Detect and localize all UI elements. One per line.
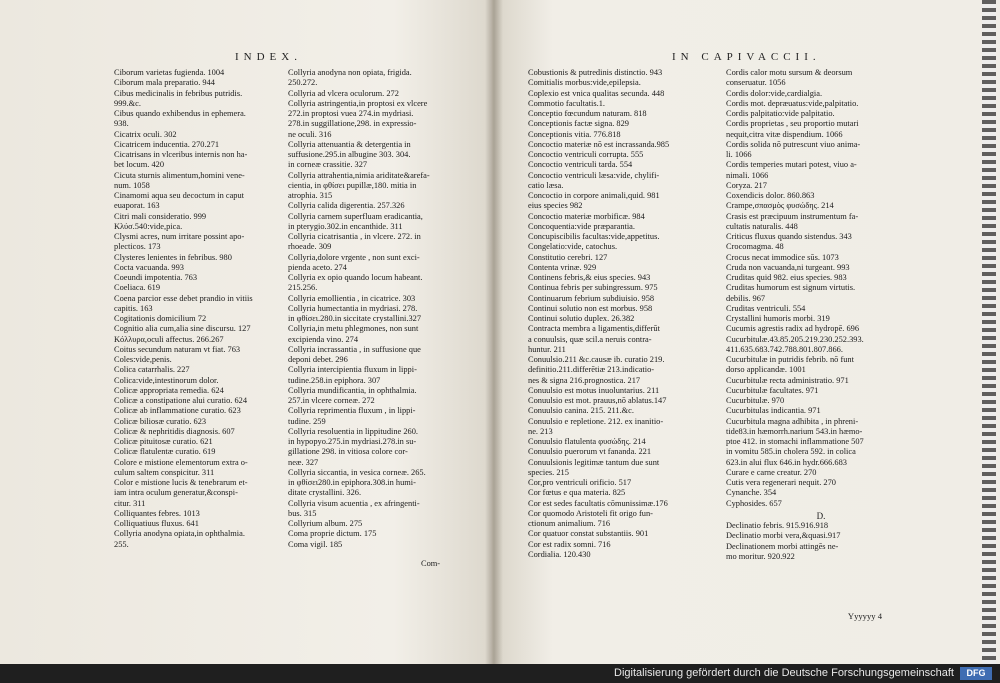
index-entry: Constitutio cerebri. 127	[528, 252, 608, 262]
signature-mark: Yyyyyy 4	[847, 611, 882, 621]
index-entry: excipienda vino. 274	[288, 334, 359, 344]
index-entry: gillatione 298. in vitiosa colore cor-	[288, 447, 408, 457]
index-entry: Cruditas ventriculi. 554	[726, 303, 806, 313]
index-entry: deponi debet. 296	[288, 355, 348, 364]
index-entry: Concoctio ventriculi corrupta. 555	[528, 150, 644, 159]
index-entry: Cucumis agrestis radix ad hydropē. 696	[726, 324, 860, 334]
index-entry: neæ. 327	[288, 457, 319, 467]
index-entry: ne. 213	[528, 426, 553, 436]
index-entry: Concoquentia:vide præparantia.	[528, 221, 635, 231]
index-entry: in corneæ crassitie. 327	[288, 160, 368, 170]
index-entry: Cordis proprietas , seu proportio mutari	[726, 119, 859, 129]
catchword: Com-	[421, 559, 441, 568]
index-entry: Colliquantes febres. 1013	[114, 508, 200, 518]
index-entry: ptoe 412. in stomachi inflammatione 507	[726, 437, 864, 446]
index-entry: Collyria carnem superfluam eradicantia,	[288, 211, 423, 221]
index-entry: Cordis temperies mutari potest, viuo a-	[726, 160, 857, 170]
index-entry: Colore e mistione elementorum extra o-	[114, 457, 248, 467]
index-entry: Collyria incrassantia , in suffusione que	[288, 344, 421, 354]
gutter-shadow	[485, 0, 503, 664]
index-entry: Coeliaca. 619	[114, 283, 161, 293]
index-entry: rhoeade. 309	[288, 242, 332, 252]
index-entry: Concupiscibilis facultas:vide,appetitus.	[528, 232, 660, 241]
index-entry: Cicatrisans in vlceribus internis non ha-	[114, 150, 248, 159]
index-entry: Coryza. 217	[726, 180, 767, 190]
index-entry: a conuulsis, quæ scil.a neruis contra-	[528, 334, 652, 344]
index-entry: Collyrium album. 275	[288, 519, 363, 528]
index-entry: Coeundi impotentia. 763	[114, 273, 198, 282]
index-entry: Cobustionis & putredinis distinctio. 943	[528, 68, 663, 77]
index-entry: in φθίσει.280.in siccitate crystallini.327	[288, 314, 422, 323]
index-entry: Collyria astringentia,in proptosi ex vlcere	[288, 98, 428, 108]
index-entry: Cynanche. 354	[726, 488, 777, 498]
index-entry: citur. 311	[114, 498, 146, 508]
index-entry: in vomitu 585.in cholera 592. in colica	[726, 447, 856, 457]
index-entry: huntur. 211	[528, 344, 566, 354]
index-entry: Conuulsio.211 &c.causæ ib. curatio 219.	[528, 355, 665, 364]
index-entry: dorso applicandæ. 1001	[726, 365, 806, 375]
index-entry: species. 215	[528, 467, 569, 477]
index-entry: Cruditas quid 982. eius species. 983	[726, 273, 847, 282]
index-entry: Coitus secundum naturam vt fiat. 763	[114, 344, 241, 354]
index-entry: Colicæ ab inflammatione curatio. 623	[114, 406, 241, 416]
index-entry: in hypopyo.275.in mydriasi.278.in su-	[288, 437, 417, 446]
index-entry: Collyria cicatrisantia , in vlcere. 272. in	[288, 232, 421, 241]
index-entry: Colicæ pituitosæ curatio. 621	[114, 437, 213, 446]
index-entry: Curare e carne creatur. 270	[726, 467, 817, 477]
index-entry: Colicæ a constipatione alui curatio. 624	[114, 396, 248, 405]
index-entry: atrophia. 315	[288, 191, 333, 200]
index-entry: definitio.211.differētiæ 213.indicatio-	[528, 365, 655, 375]
index-entry: Conceptio fœcundum naturam. 818	[528, 109, 647, 118]
index-entry: Declinatio febris. 915.916.918	[726, 521, 829, 530]
index-entry: ditate crystallini. 326.	[288, 488, 362, 498]
index-entry: Coma proprie dictum. 175	[288, 529, 377, 539]
index-entry: li. 1066	[726, 150, 752, 159]
index-entry: Conuulsio est motus inuoluntarius. 211	[528, 385, 660, 395]
index-entry: Collyria humectantia in mydriasi. 278.	[288, 303, 418, 313]
index-entry: Cor quomodo Aristoteli fit origo fun-	[528, 508, 653, 518]
color-bar-edge	[982, 0, 996, 664]
index-entry: Cor est sedes facultatis cōmunissimæ.176	[528, 498, 668, 508]
index-entry: Collyria ex opio quando locum habeant.	[288, 273, 423, 282]
index-entry: eius species 982	[528, 201, 583, 211]
index-entry: 411.635.683.742.788.801.807.866.	[726, 344, 843, 354]
index-entry: Ciborum mala preparatio. 944	[114, 78, 215, 88]
index-entry: in pterygio.302.in encanthide. 311	[288, 221, 403, 231]
index-entry: Colica:vide,intestinorum dolor.	[114, 375, 219, 385]
index-entry: Coxendicis dolor. 860.863	[726, 191, 815, 200]
index-entry: 272.in proptosi vuea 274.in mydriasi.	[288, 109, 414, 118]
index-entry: Cruditas humorum est signum virtutis.	[726, 283, 856, 293]
index-entry: mo moritur. 920.922	[726, 551, 795, 561]
index-entry: Κόλλυρα,oculi affectus. 266.267	[114, 334, 224, 344]
index-entry: Cordis solida nō putrescunt viuo anima-	[726, 139, 861, 149]
index-entry: tudine. 259	[288, 416, 326, 426]
index-entry: Cucurbitulas indicantia. 971	[726, 406, 821, 416]
section-letter: D.	[816, 510, 826, 521]
index-entry: Collyria attenuantia & detergentia in	[288, 139, 411, 149]
index-entry: Cyphosides. 657	[726, 498, 782, 508]
left-running-head: INDEX.	[235, 51, 302, 63]
index-entry: bus. 315	[288, 508, 317, 518]
index-entry: Collyria,dolore vrgente , non sunt exci-	[288, 252, 420, 262]
index-entry: Concoctio materiæ nō est incrassanda.985	[528, 139, 670, 149]
index-entry: Coplexio est vnica qualitas secunda. 448	[528, 88, 665, 98]
index-entry: Coena parcior esse debet prandio in vitiis	[114, 293, 253, 303]
index-entry: in φθίσει280.in epiphora.308.in humi-	[288, 478, 416, 487]
index-entry: Collyria resoluentia in lippitudine 260.	[288, 426, 419, 436]
index-entry: Colicæ biliosæ curatio. 623	[114, 416, 207, 426]
index-entry: Cruda non vacuanda,ni turgeant. 993	[726, 262, 850, 272]
index-entry: Cucurbitulæ.43.85.205.219.230.252.393.	[726, 334, 864, 344]
index-entry: num. 1058	[114, 180, 150, 190]
index-entry: Collyria reprimentia fluxum , in lippi-	[288, 406, 416, 416]
index-entry: Crocomagma. 48	[726, 242, 784, 252]
index-entry: Conceptionis factæ signa. 829	[528, 119, 629, 129]
index-entry: Cocta vacuanda. 993	[114, 262, 184, 272]
index-entry: Cinamomi aqua seu decoctum in caput	[114, 191, 245, 200]
index-entry: Cicuta sturnis alimentum,homini vene-	[114, 170, 245, 180]
digitization-footer	[0, 664, 1000, 683]
index-entry: Cucurbitula magna adhibita , in phreni-	[726, 416, 859, 426]
index-entry: capitis. 163	[114, 303, 153, 313]
index-entry: Concoctio materiæ morbificæ. 984	[528, 211, 645, 221]
index-entry: Conuulsio est mot. prauus,nō ablatus.147	[528, 396, 667, 405]
index-entry: bet locum. 420	[114, 160, 165, 170]
index-entry: Continuarum febrium subdiuisio. 958	[528, 293, 655, 303]
index-entry: iam intra oculum generatur,&conspi-	[114, 488, 238, 498]
index-entry: Crystallini humoris morbi. 319	[726, 314, 830, 323]
index-entry: Collyria visum acuentia , ex afringenti-	[288, 498, 420, 508]
index-entry: Cicatrix oculi. 302	[114, 129, 177, 139]
index-entry: Crocus necat immodice sūs. 1073	[726, 252, 839, 262]
index-entry: cientia, in φθίσει pupillæ,180. mitia in	[288, 180, 417, 190]
index-entry: pienda aceto. 274	[288, 262, 347, 272]
index-entry: Continua febris per subingressum. 975	[528, 283, 658, 293]
index-entry: Crampe,σπασμὸς φυσώδης. 214	[726, 201, 834, 211]
dfg-logo: DFG	[960, 667, 992, 680]
index-entry: Cordis mot. depræuatus:vide,palpitatio.	[726, 98, 859, 108]
index-entry: Ciborum varietas fugienda. 1004	[114, 68, 225, 77]
index-entry: 999.&c.	[114, 98, 141, 108]
index-entry: Κλύσ.540:vide,pica.	[114, 221, 183, 231]
index-entry: Colicæ appropriata remedia. 624	[114, 385, 224, 395]
index-entry: Cordialia. 120.430	[528, 549, 591, 559]
index-entry: Continens febris,& eius species. 943	[528, 273, 651, 282]
index-entry: Cucurbitulæ recta administratio. 971	[726, 375, 849, 385]
index-entry: Color e mistione lucis & tenebrarum et-	[114, 478, 248, 487]
footer-text: Digitalisierung gefördert durch die Deutsche Forschungsgemeinschaft	[614, 667, 954, 679]
index-entry: debilis. 967	[726, 293, 766, 303]
index-entry: ne oculi. 316	[288, 129, 332, 139]
index-entry: Conuulsio flatulenta φυσώδης. 214	[528, 437, 646, 446]
left-index-column-1	[114, 68, 282, 550]
index-entry: Cor fœtus e qua materia. 825	[528, 488, 626, 498]
index-entry: Collyria anodyna non opiata, frigida.	[288, 68, 412, 77]
index-entry: Cor quatuor constat substantiis. 901	[528, 529, 649, 539]
index-entry: conseruatur. 1056	[726, 78, 786, 88]
right-page	[492, 0, 1000, 664]
index-entry: Continui solutio non est morbus. 958	[528, 303, 653, 313]
index-entry: Clysmi acres, num irritare possint apo-	[114, 232, 245, 241]
index-entry: Concoctio in corpore animali,quid. 981	[528, 191, 660, 200]
index-entry: 257.in vlcere corneæ. 272	[288, 396, 375, 405]
index-entry: Cordis palpitatio:vide palpitatio.	[726, 109, 835, 118]
index-entry: Colica catarrhalis. 227	[114, 365, 190, 375]
index-entry: Cutis vera regenerari nequit. 270	[726, 478, 836, 487]
index-entry: Cibus quando exhibendus in ephemera.	[114, 109, 246, 118]
index-entry: Cicatricem inducentia. 270.271	[114, 139, 220, 149]
index-entry: Conuulsio e repletione. 212. ex inanitio-	[528, 416, 664, 426]
index-entry: Cibus medicinalis in febribus putridis.	[114, 88, 243, 98]
index-entry: Crasis est præcipuum instrumentum fa-	[726, 211, 859, 221]
index-entry: Cor est radix somni. 716	[528, 539, 611, 549]
index-entry: Declinatio morbi vera,&quasi.917	[726, 531, 841, 541]
index-entry: Collyria siccantia, in vesica corneæ. 265.	[288, 467, 426, 477]
index-entry: Cucurbitulæ. 970	[726, 396, 785, 405]
index-entry: Criticus fluxus quando sistendus. 343	[726, 232, 852, 241]
index-entry: Conceptionis vitia. 776.818	[528, 129, 621, 139]
index-entry: Cucurbitulæ in putridis febrib. nō funt	[726, 355, 854, 364]
index-entry: Concoctio ventriculi læsa:vide, chylifi-	[528, 170, 660, 180]
index-entry: Declinationem morbi attingēs ne-	[726, 541, 839, 551]
index-entry: Coma vigil. 185	[288, 539, 343, 549]
index-entry: 250.272.	[288, 78, 318, 88]
index-entry: Contracta membra a ligamentis,differūt	[528, 324, 660, 334]
index-entry: Continui solutio duplex. 26.382	[528, 314, 635, 323]
index-entry: Concoctio ventriculi tarda. 554	[528, 160, 633, 170]
right-index-column-1	[528, 68, 720, 560]
index-entry: Collyria attrahentia,nimia ariditate&arefa-	[288, 170, 430, 180]
index-entry: Collyria anodyna opiata,in ophthalmia.	[114, 529, 245, 539]
left-page	[0, 0, 492, 664]
index-entry: 938.	[114, 119, 129, 129]
index-entry: 215.256.	[288, 283, 318, 293]
index-entry: plecticos. 173	[114, 242, 161, 252]
index-entry: Colliquatiuus fluxus. 641	[114, 519, 199, 528]
right-running-head: IN CAPIVACCII.	[672, 51, 821, 63]
index-entry: Collyria ad vlcera oculorum. 272	[288, 88, 399, 98]
index-entry: Cogitationis domicilium 72	[114, 314, 207, 323]
index-entry: tudine.258.in epiphora. 307	[288, 375, 381, 385]
index-entry: 623.in alui flux 646.in hydr.666.683	[726, 457, 847, 467]
index-entry: Comitialis morbus:vide,epilepsia.	[528, 78, 641, 88]
index-entry: suffusione.295.in albugine 303. 304.	[288, 150, 411, 159]
index-entry: Conuulsio puerorum vt fananda. 221	[528, 447, 652, 457]
left-index-column-2	[288, 68, 448, 550]
index-entry: cultatis naturalis. 448	[726, 221, 798, 231]
index-entry: Conuulsio canina. 215. 211.&c.	[528, 406, 634, 416]
index-entry: Conuulsionis legitimæ tantum due sunt	[528, 457, 660, 467]
index-entry: nequit,citra vitæ dispendium. 1066	[726, 129, 843, 139]
index-entry: Colicæ & nephritidis diagnosis. 607	[114, 426, 235, 436]
index-entry: Clysteres lenientes in febribus. 980	[114, 252, 232, 262]
index-entry: Contenta vrinæ. 929	[528, 262, 597, 272]
index-entry: Coles:vide,penis.	[114, 355, 172, 364]
index-entry: Collyria intercipientia fluxum in lippi-	[288, 365, 417, 375]
index-entry: ctionum animalium. 716	[528, 519, 611, 528]
index-entry: Cucurbitulæ facultates. 971	[726, 385, 819, 395]
index-entry: 278.in suggillatione,298. in expressio-	[288, 119, 417, 129]
right-index-column-2	[726, 68, 916, 562]
index-entry: 255.	[114, 539, 129, 549]
index-entry: Collyria mundificantia, in ophthalmia.	[288, 385, 417, 395]
index-entry: Cordis dolor:vide,cardialgia.	[726, 88, 823, 98]
index-entry: Collyria calida digerentia. 257.326	[288, 201, 405, 211]
index-entry: euaporat. 163	[114, 201, 160, 211]
index-entry: tide83.in hæmorrh.narium 543.in hæmo-	[726, 426, 863, 436]
index-entry: nimali. 1066	[726, 170, 769, 180]
index-entry: culum saltem conspicitur. 311	[114, 467, 215, 477]
index-entry: catio læsa.	[528, 180, 564, 190]
index-entry: Collyria emollientia , in cicatrice. 303	[288, 293, 416, 303]
index-entry: Cordis calor motu sursum & deorsum	[726, 68, 853, 77]
index-entry: Cognitio alia cum,alia sine discursu. 127	[114, 324, 251, 334]
index-entry: Citri mali consideratio. 999	[114, 211, 207, 221]
index-entry: Collyria,in metu phlegmones, non sunt	[288, 324, 419, 334]
index-entry: Cor,pro ventriculi orificio. 517	[528, 478, 632, 487]
index-entry: nes & signa 216.prognostica. 217	[528, 375, 641, 385]
index-entry: Congelatio:vide, catochus.	[528, 242, 618, 252]
index-entry: Commotio facultatis.1.	[528, 98, 605, 108]
index-entry: Colicæ flatulentæ curatio. 619	[114, 447, 216, 457]
